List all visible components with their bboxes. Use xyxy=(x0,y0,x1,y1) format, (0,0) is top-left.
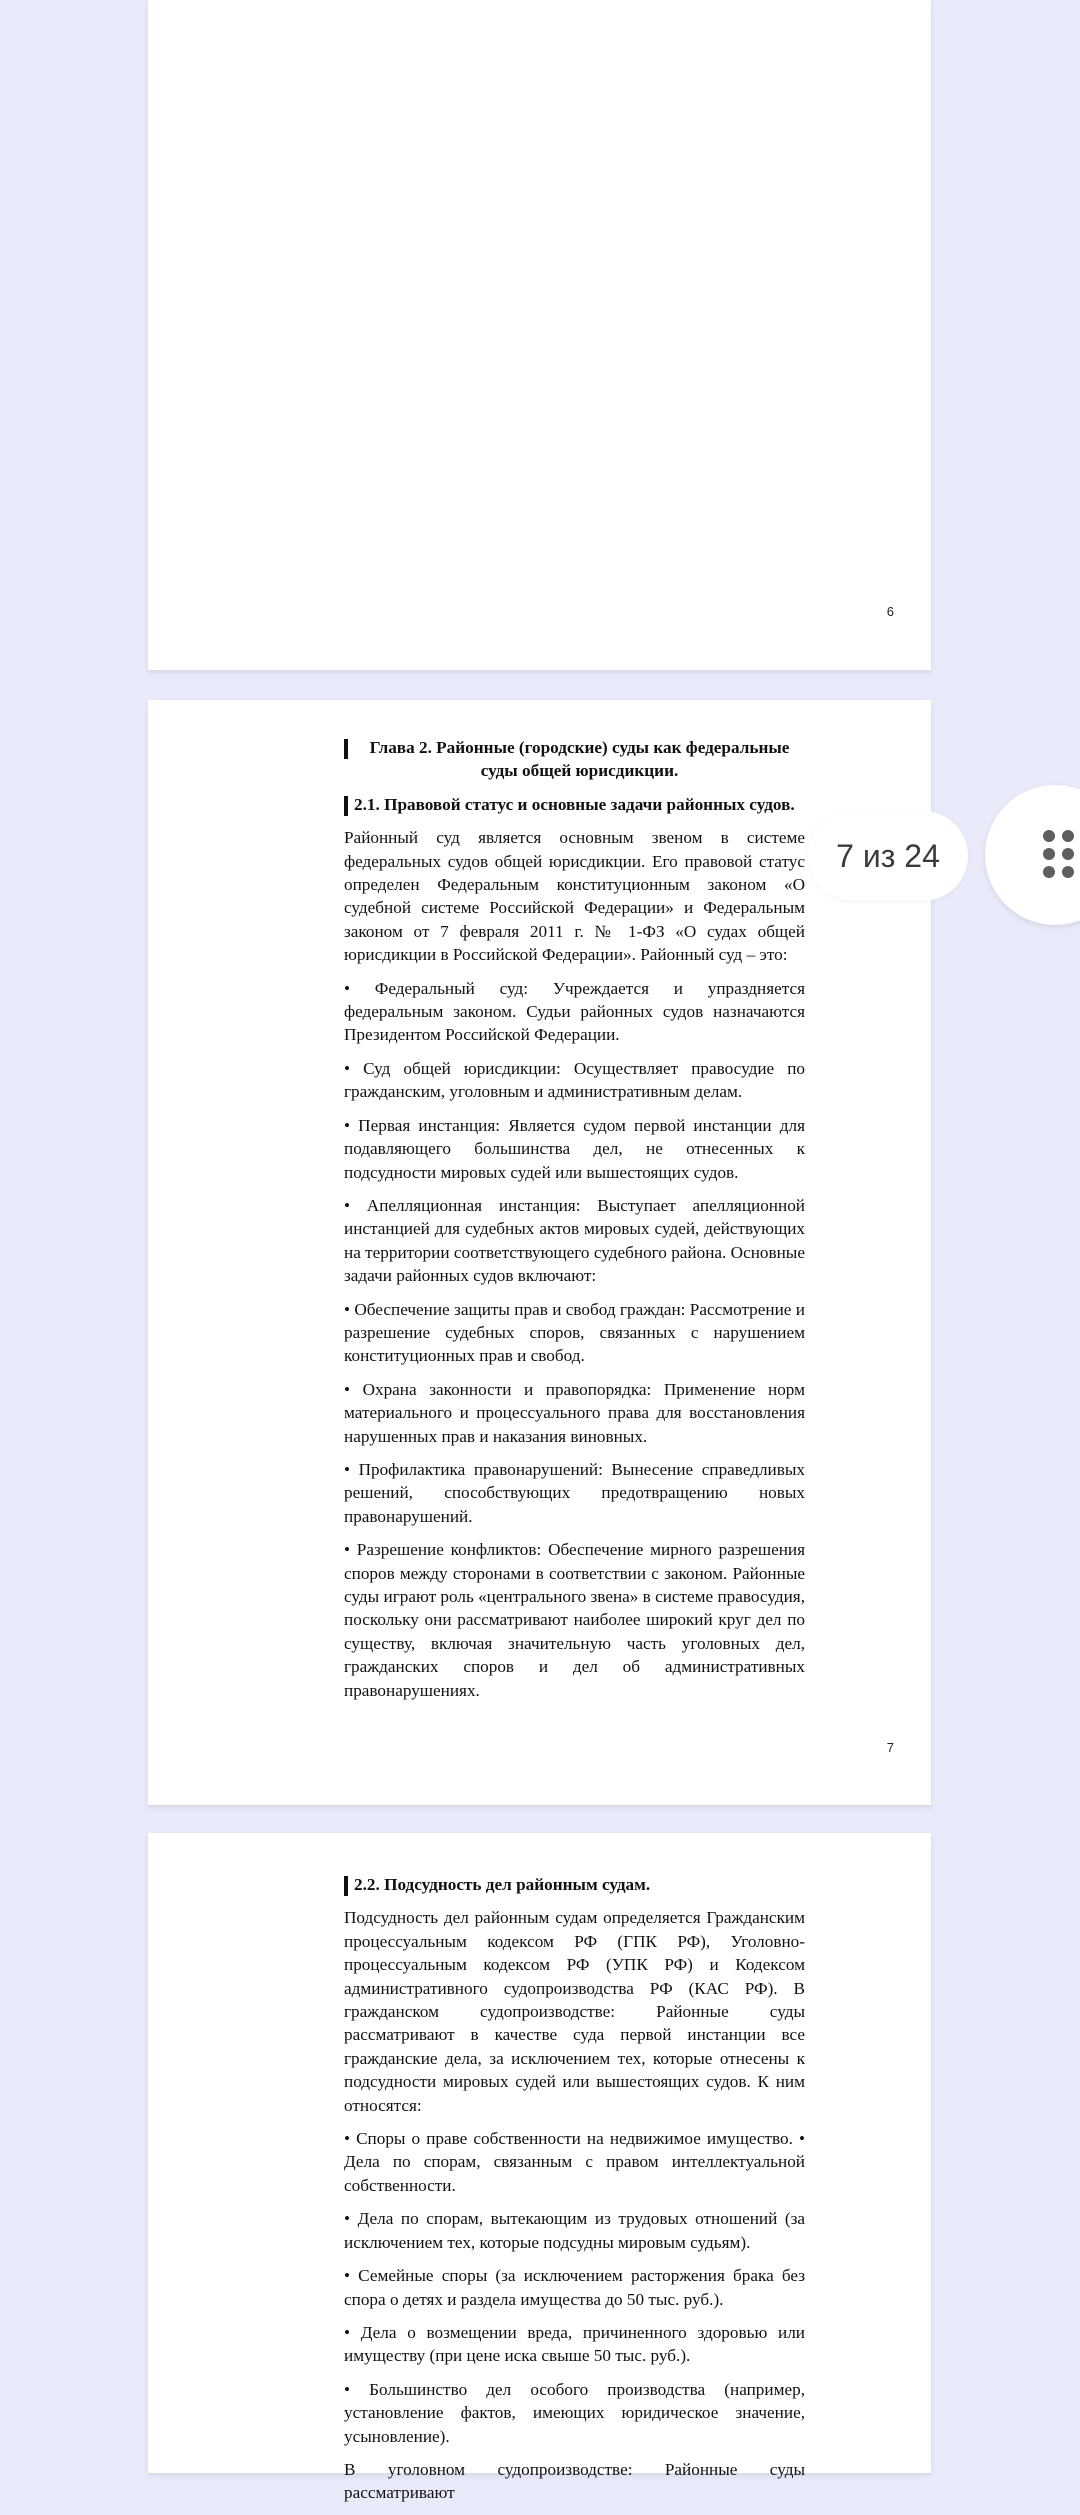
chapter-heading xyxy=(344,736,805,783)
heading-marker xyxy=(344,739,348,759)
section-heading xyxy=(344,793,805,816)
paragraph: • Дела по спорам, вытекающим из трудовых отношений (за исключением тех, которые подсудны мировым судьям). xyxy=(344,2209,805,2252)
page-indicator xyxy=(808,811,968,901)
page-7-content xyxy=(344,736,805,1712)
page-8-content xyxy=(344,1873,805,2515)
document-page-8 xyxy=(148,1833,931,2503)
paragraph: • Большинство дел особого производства (например, установление фактов, имеющих юридическое значение, усыновление). xyxy=(344,2379,805,2446)
paragraph: • Апелляционная инстанция: Выступает апелляционной инстанцией для судебных актов мировых судей, действующих на территории соответствующего судебного района. Основные задачи районных судов включают: xyxy=(344,1195,805,1286)
paragraph: • Суд общей юрисдикции: Осуществляет правосудие по гражданским, уголовным и административным делам. xyxy=(344,1058,805,1102)
section-title: 2.1. Правовой статус и основные задачи районных судов. xyxy=(354,794,795,814)
paragraph: • Дела о возмещении вреда, причиненного здоровью или имуществу (при цене иска свыше 50 тыс. руб.). xyxy=(344,2322,805,2366)
paragraph: • Федеральный суд: Учреждается и упраздняется федеральным законом. Судьи районных судов назначаются Президентом Российской Федерации. xyxy=(344,978,805,1045)
page-number: 7 xyxy=(886,1740,894,1755)
section-heading xyxy=(344,1873,805,1896)
paragraph: • Семейные споры (за исключением расторжения брака без спора о детях и раздела имущества до 50 тыс. руб.). xyxy=(344,2266,805,2309)
paragraph: В уголовном судопроизводстве: Районные суды рассматривают xyxy=(344,2459,805,2503)
paragraph: • Первая инстанция: Является судом первой инстанции для подавляющего большинства дел, не отнесенных к подсудности мировых судей или вышестоящих судов. xyxy=(344,1115,805,1182)
paragraph: Подсудность дел районным судам определяется Гражданским процессуальным кодексом РФ (ГПК РФ), Уголовно-процессуальным кодексом РФ (УПК РФ) и Кодексом административного судопроизводства РФ (КАС РФ). В гражданском судопроизводстве: Районные суды рассматривают в качестве суда первой инстанции все гражданские дела, за исключением тех, которые отнесены к подсудности мировых судей или вышестоящих судов. К ним относятся: xyxy=(344,1908,805,2115)
paragraph: • Споры о праве собственности на недвижимое имущество. • Дела по спорам, связанным с правом интеллектуальной собственности. xyxy=(344,2129,805,2195)
menu-button[interactable] xyxy=(985,785,1080,925)
section-title: 2.2. Подсудность дел районным судам. xyxy=(354,1875,651,1894)
paragraph: • Охрана законности и правопорядка: Применение норм материального и процессуального права для восстановления нарушенных прав и наказания виновных. xyxy=(344,1379,805,1446)
grid-dots-icon xyxy=(1043,830,1073,878)
paragraph: • Профилактика правонарушений: Вынесение справедливых решений, способствующих предотвращению новых правонарушений. xyxy=(344,1459,805,1526)
paragraph: • Обеспечение защиты прав и свобод граждан: Рассмотрение и разрешение судебных споров, связанных с нарушением конституционных прав и свобод. xyxy=(344,1299,805,1366)
heading-marker xyxy=(344,796,348,816)
paragraph: • Разрешение конфликтов: Обеспечение мирного разрешения споров между сторонами в соответствии с законом. Районные суды играют роль «центрального звена» в системе правосудия, поскольку они рассматривают наиболее широкий круг дел по существу, включая значительную часть уголовных дел, гражданских споров и дел об административных правонарушениях. xyxy=(344,1540,805,1700)
page-number: 6 xyxy=(886,604,894,619)
chapter-title: Глава 2. Районные (городские) суды как федеральные суды общей юрисдикции. xyxy=(369,738,790,781)
document-page-6 xyxy=(148,0,931,670)
page-indicator-text: 7 из 24 xyxy=(836,837,940,874)
heading-marker xyxy=(344,1876,348,1896)
paragraph: Районный суд является основным звеном в системе федеральных судов общей юрисдикции. Его правовой статус определен Федеральным конституционным законом «О судебной системе Российской Федерации» и Федеральным законом от 7 февраля 2011 г. № 1-ФЗ «О судах общей юрисдикции в Российской Федерации». Районный суд – это: xyxy=(344,828,805,965)
